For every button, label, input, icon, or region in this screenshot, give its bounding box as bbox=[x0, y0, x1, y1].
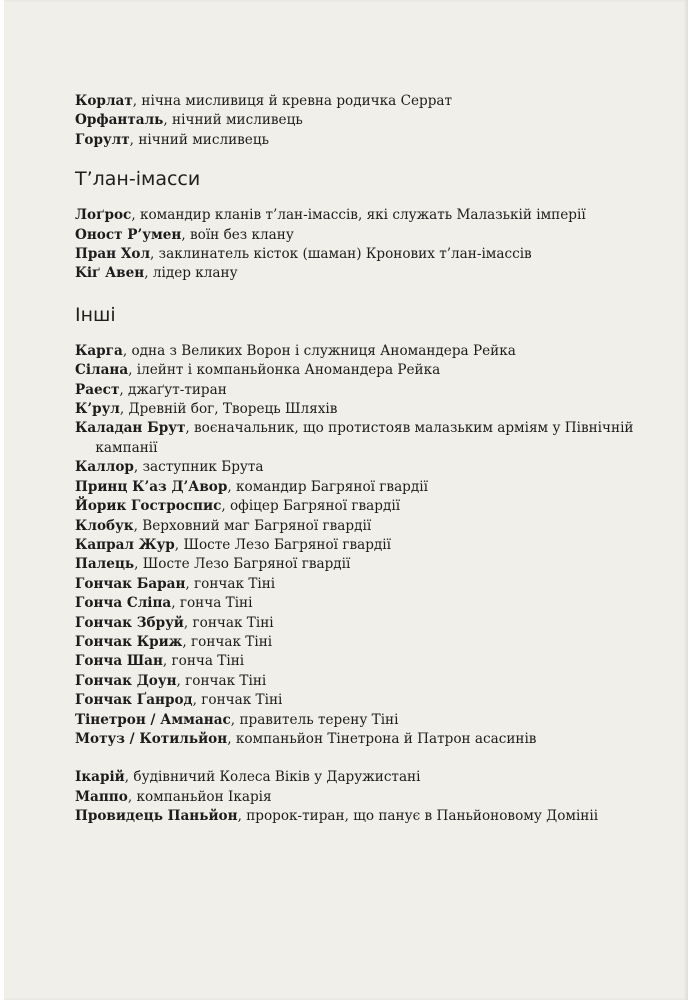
character-description: , Шосте Лезо Багряної гвардії bbox=[134, 556, 351, 573]
character-description: , нічний мисливець bbox=[129, 131, 269, 148]
character-description: , компаньйон Ікарія bbox=[127, 788, 272, 805]
character-description: , гончак Тіні bbox=[183, 614, 274, 631]
list-item bbox=[75, 497, 635, 516]
character-description: , офіцер Багряної гвардії bbox=[221, 498, 401, 515]
character-description: , одна з Великих Ворон і служниця Аномандера Рейка bbox=[122, 342, 516, 359]
list-item bbox=[75, 788, 635, 807]
top-entries bbox=[75, 92, 635, 150]
book-page bbox=[4, 0, 688, 1000]
list-item bbox=[75, 111, 635, 130]
character-description: , ілейнт і компаньйонка Аномандера Рейка bbox=[128, 362, 441, 379]
character-name: Ікарій bbox=[75, 769, 125, 786]
character-name: Каллор bbox=[75, 459, 134, 476]
character-name: Гонча Сліпа bbox=[75, 595, 172, 612]
character-name: Карга bbox=[75, 342, 123, 359]
character-name: Гонча Шан bbox=[75, 653, 163, 670]
list-item bbox=[75, 711, 635, 730]
character-name: Гончак Баран bbox=[75, 575, 186, 592]
list-item bbox=[75, 419, 635, 458]
character-description: , лідер клану bbox=[144, 265, 238, 282]
character-description: , Верховний маг Багряної гвардії bbox=[133, 517, 372, 534]
character-name: Капрал Жур bbox=[75, 536, 175, 553]
list-item bbox=[75, 555, 635, 574]
character-name: Лоґрос bbox=[75, 207, 132, 224]
list-item bbox=[75, 342, 635, 361]
character-name: Орфанталь bbox=[75, 112, 164, 129]
list-item bbox=[75, 575, 635, 594]
section-heading-tlan-imass: Т’лан-імасси bbox=[75, 168, 201, 191]
list-item bbox=[75, 92, 635, 111]
character-description: , нічна мисливиця й кревна родичка Серрат bbox=[132, 93, 453, 109]
paragraph-gap bbox=[75, 749, 635, 768]
list-item bbox=[75, 517, 635, 536]
character-name: Мотуз / Котильйон bbox=[75, 730, 228, 747]
character-description: , воєначальник, що протистояв малазьким арміям у Північній кампанії bbox=[95, 420, 634, 456]
list-item bbox=[75, 672, 635, 691]
character-name: Провидець Паньйон bbox=[75, 808, 238, 825]
character-description: , будівничий Колеса Віків у Даружистані bbox=[124, 769, 421, 786]
character-description: , джаґут-тиран bbox=[119, 381, 227, 398]
character-description: , воїн без клану bbox=[181, 226, 294, 243]
tlan-imass-entries bbox=[75, 206, 635, 284]
character-description: , гонча Тіні bbox=[171, 595, 253, 612]
character-description: , нічний мисливець bbox=[163, 112, 303, 129]
character-description: , пророк-тиран, що панує в Паньйоновому Домініі bbox=[237, 808, 599, 825]
character-name: Йорик Гостроспис bbox=[75, 498, 222, 515]
character-name: Каладан Брут bbox=[75, 420, 186, 437]
dramatis-personae-list bbox=[75, 92, 635, 827]
character-name: Пран Хол bbox=[75, 246, 151, 263]
character-description: , гонча Тіні bbox=[162, 653, 245, 670]
list-item bbox=[75, 807, 635, 826]
character-description: , компаньйон Тінетрона й Патрон асасинів bbox=[227, 730, 537, 747]
character-description: , правитель терену Тіні bbox=[230, 711, 399, 728]
character-name: Сілана bbox=[75, 362, 129, 379]
character-name: Гончак Ґанрод bbox=[75, 692, 193, 709]
list-item bbox=[75, 245, 635, 264]
list-item bbox=[75, 691, 635, 710]
character-description: , гончак Тіні bbox=[192, 692, 283, 709]
character-name: Гончак Криж bbox=[75, 633, 183, 650]
list-item bbox=[75, 633, 635, 652]
character-description: , гончак Тіні bbox=[182, 633, 273, 650]
character-name: Палець bbox=[75, 556, 135, 573]
character-name: К’рул bbox=[75, 401, 120, 418]
character-name: Корлат bbox=[75, 93, 133, 109]
list-item bbox=[75, 768, 635, 787]
character-name: Маппо bbox=[75, 788, 128, 805]
list-item bbox=[75, 614, 635, 633]
character-description: , заклинатель кісток (шаман) Кронових т’лан-імассів bbox=[150, 246, 532, 263]
list-item bbox=[75, 400, 635, 419]
character-name: Гончак Збруй bbox=[75, 614, 184, 631]
character-name: Оност Р’умен bbox=[75, 226, 182, 243]
list-item bbox=[75, 730, 635, 749]
character-description: , командир Багряної гвардії bbox=[227, 478, 428, 495]
list-item bbox=[75, 652, 635, 671]
character-description: , заступник Брута bbox=[133, 459, 264, 476]
list-item bbox=[75, 131, 635, 150]
list-item bbox=[75, 264, 635, 283]
other-entries bbox=[75, 342, 635, 827]
character-description: , Древній бог, Творець Шляхів bbox=[119, 401, 338, 418]
character-name: Kіґ Авен bbox=[75, 265, 145, 282]
list-item bbox=[75, 361, 635, 380]
character-name: Раест bbox=[75, 381, 120, 398]
list-item bbox=[75, 206, 635, 225]
list-item bbox=[75, 536, 635, 555]
character-description: , командир кланів т’лан-імассів, які служать Малазькій імперії bbox=[131, 207, 586, 224]
list-item bbox=[75, 226, 635, 245]
list-item bbox=[75, 458, 635, 477]
character-description: , гончак Тіні bbox=[176, 672, 267, 689]
section-heading-others: Інші bbox=[75, 303, 116, 326]
character-name: Клобук bbox=[75, 517, 134, 534]
character-name: Принц К’аз Д’Авор bbox=[75, 478, 228, 495]
list-item bbox=[75, 478, 635, 497]
character-name: Гончак Доун bbox=[75, 672, 177, 689]
character-name: Горулт bbox=[75, 131, 130, 148]
character-name: Тінетрон / Амманас bbox=[75, 711, 231, 728]
list-item bbox=[75, 381, 635, 400]
list-item bbox=[75, 594, 635, 613]
character-description: , Шосте Лезо Багряної гвардії bbox=[174, 536, 391, 553]
character-description: , гончак Тіні bbox=[185, 575, 276, 592]
